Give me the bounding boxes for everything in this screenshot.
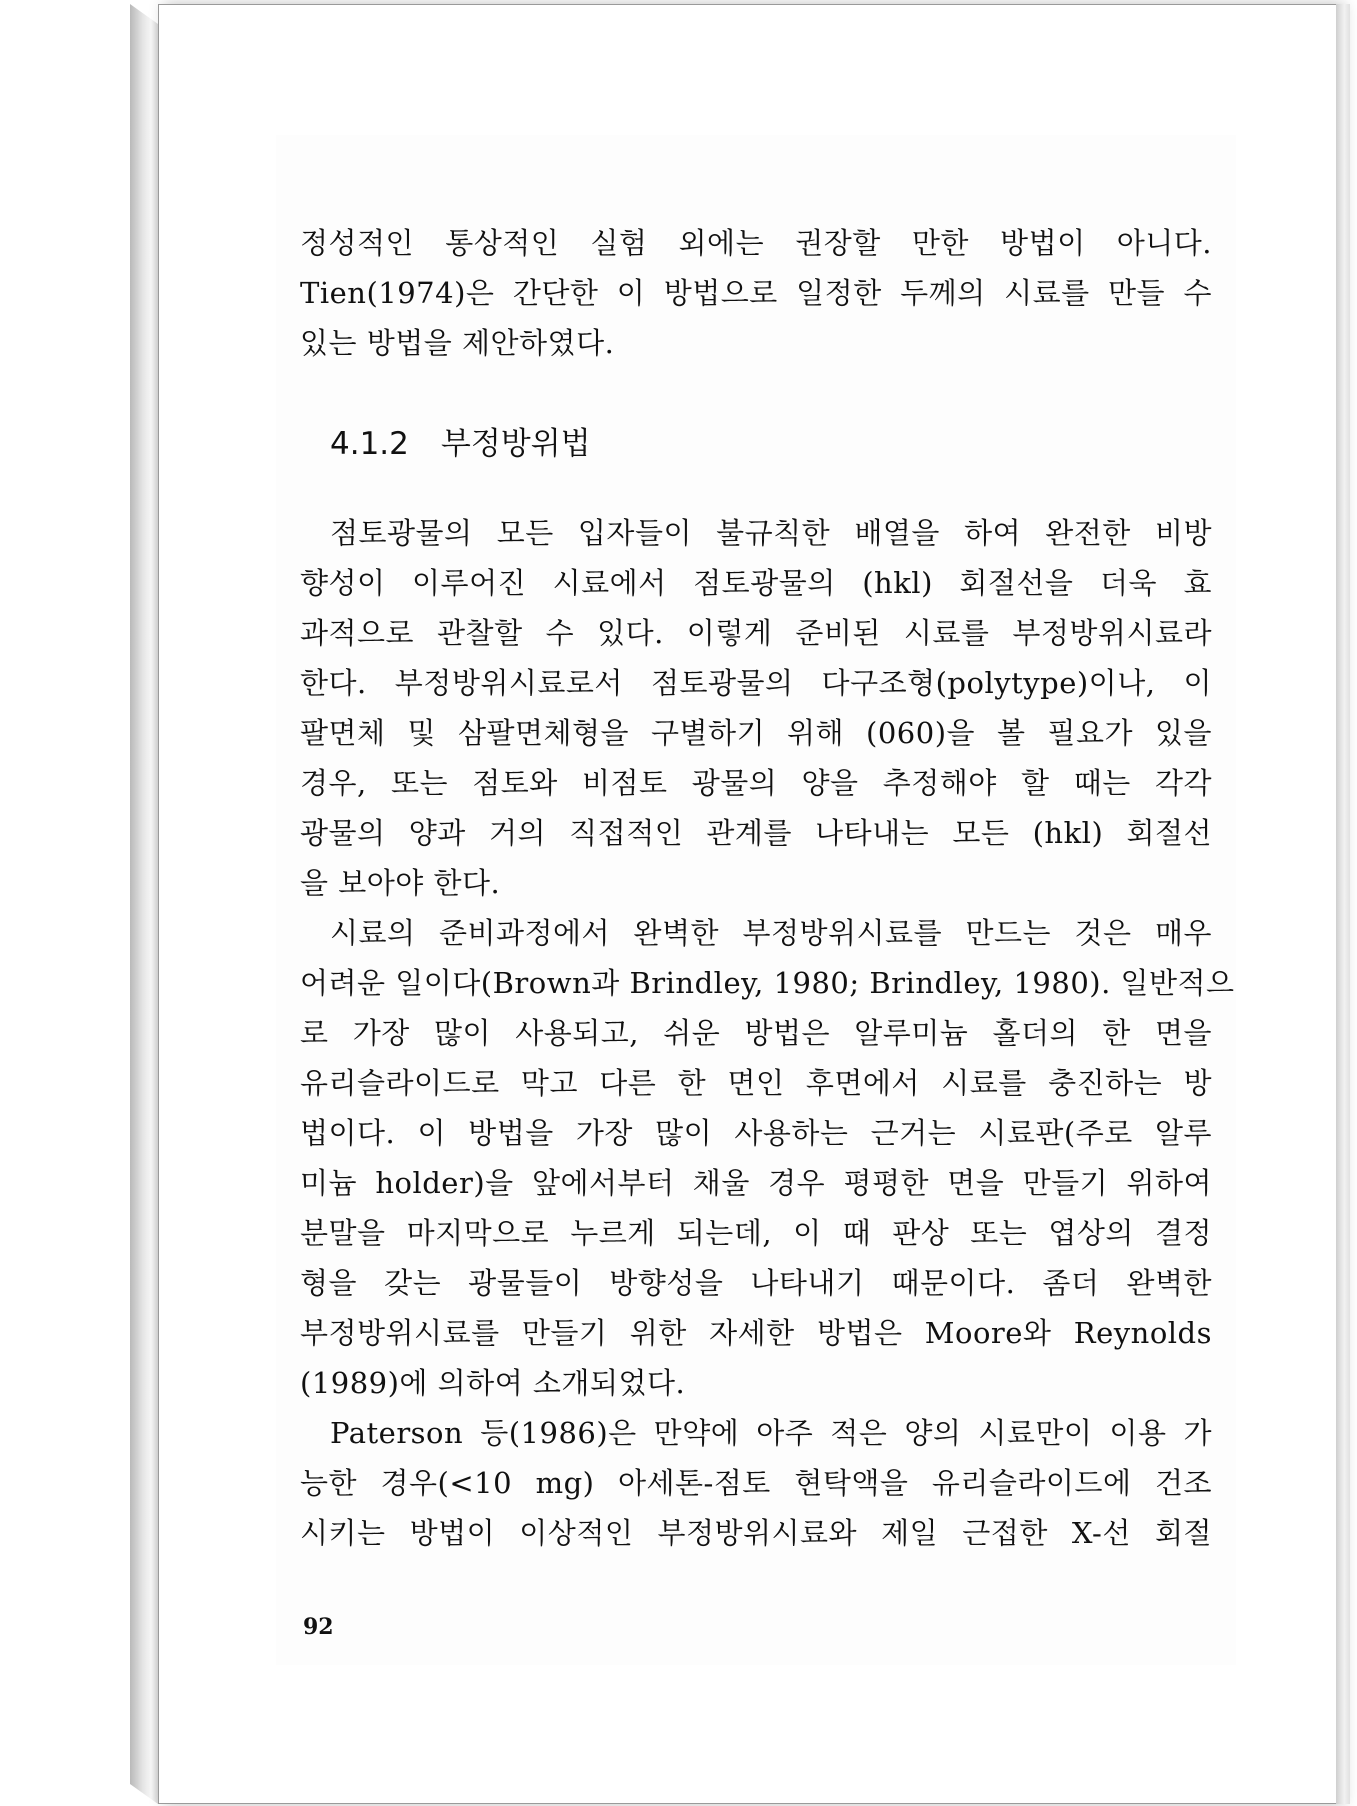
text-line: 향성이 이루어진 시료에서 점토광물의 (hkl) 회절선을 더욱 효	[300, 566, 1212, 600]
text-line: 정성적인 통상적인 실험 외에는 권장할 만한 방법이 아니다.	[300, 226, 1212, 260]
section-body	[300, 508, 1235, 1558]
text-line: 능한 경우(<10 mg) 아세톤-점토 현탁액을 유리슬라이드에 건조	[300, 1466, 1212, 1500]
text-line: 경우, 또는 점토와 비점토 광물의 양을 추정해야 할 때는 각각	[300, 766, 1212, 800]
text-line: 팔면체 및 삼팔면체형을 구별하기 위해 (060)을 볼 필요가 있을	[300, 716, 1212, 750]
text-line: 로 가장 많이 사용되고, 쉬운 방법은 알루미늄 홀더의 한 면을	[300, 1016, 1212, 1050]
text-line: 광물의 양과 거의 직접적인 관계를 나타내는 모든 (hkl) 회절선	[300, 816, 1212, 850]
text-line: 점토광물의 모든 입자들이 불규칙한 배열을 하여 완전한 비방	[330, 516, 1212, 550]
text-line: 법이다. 이 방법을 가장 많이 사용하는 근거는 시료판(주로 알루	[300, 1116, 1212, 1150]
text-line: 분말을 마지막으로 누르게 되는데, 이 때 판상 또는 엽상의 결정	[300, 1216, 1212, 1250]
text-line: Tien(1974)은 간단한 이 방법으로 일정한 두께의 시료를 만들 수	[300, 276, 1212, 310]
section-heading	[330, 418, 591, 463]
text-line: 있는 방법을 제안하였다.	[300, 326, 615, 360]
text-line: 과적으로 관찰할 수 있다. 이렇게 준비된 시료를 부정방위시료라	[300, 616, 1212, 650]
section-number: 4.1.2	[330, 426, 409, 462]
text-line: 어려운 일이다(Brown과 Brindley, 1980; Brindley, 1980). 일반적으	[300, 966, 1235, 1000]
section-title: 부정방위법	[440, 426, 591, 462]
text-line: 형을 갖는 광물들이 방향성을 나타내기 때문이다. 좀더 완벽한	[300, 1266, 1212, 1300]
text-line: 한다. 부정방위시료로서 점토광물의 다구조형(polytype)이나, 이	[300, 666, 1212, 700]
text-line: (1989)에 의하여 소개되었다.	[300, 1366, 686, 1400]
page-number: 92	[303, 1614, 334, 1640]
text-line: 시료의 준비과정에서 완벽한 부정방위시료를 만드는 것은 매우	[330, 916, 1212, 950]
text-line: 을 보아야 한다.	[300, 866, 501, 900]
page-edge	[1336, 4, 1350, 1804]
text-line: Paterson 등(1986)은 만약에 아주 적은 양의 시료만이 이용 가	[330, 1416, 1212, 1450]
text-line: 미늄 holder)을 앞에서부터 채울 경우 평평한 면을 만들기 위하여	[300, 1166, 1212, 1200]
text-line: 부정방위시료를 만들기 위한 자세한 방법은 Moore와 Reynolds	[300, 1316, 1212, 1350]
intro-paragraph	[300, 218, 1212, 368]
text-line: 시키는 방법이 이상적인 부정방위시료와 제일 근접한 X-선 회절	[300, 1516, 1212, 1550]
book-spine	[130, 4, 158, 1804]
text-line: 유리슬라이드로 막고 다른 한 면인 후면에서 시료를 충진하는 방	[300, 1066, 1212, 1100]
